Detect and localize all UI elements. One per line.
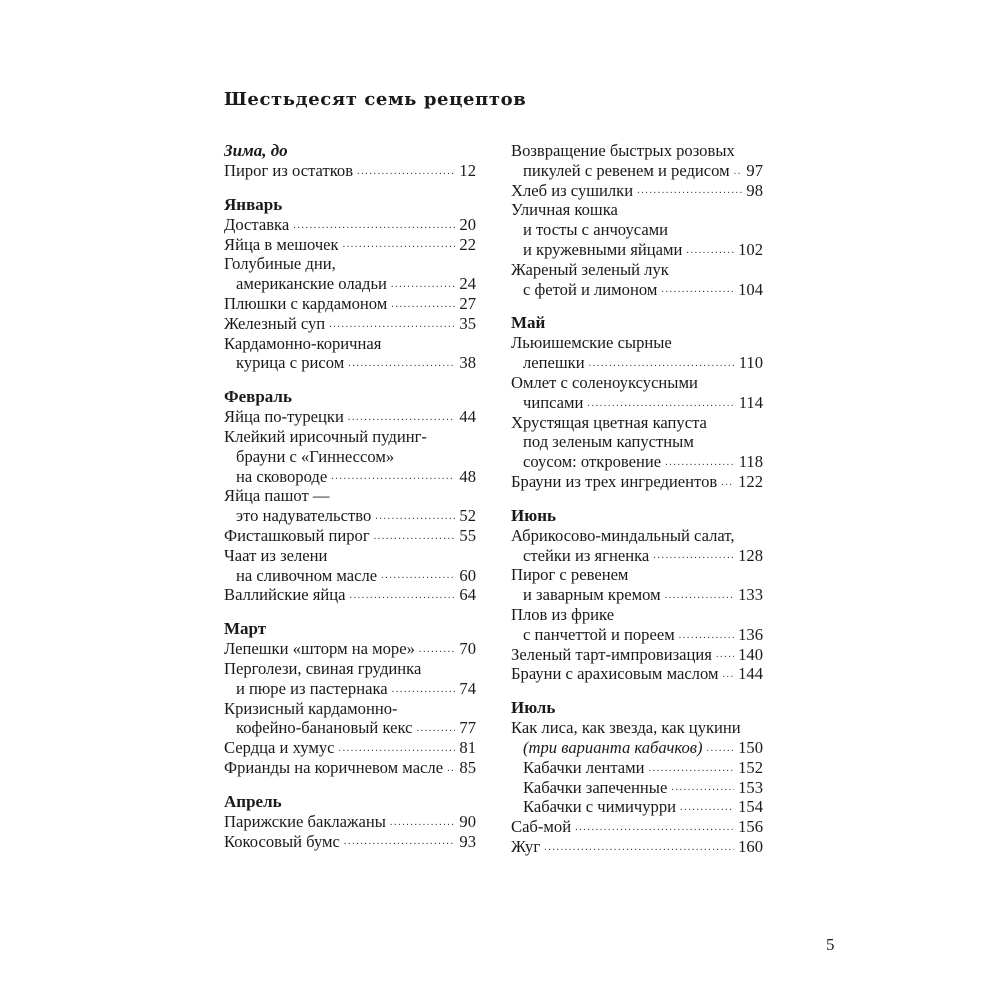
dot-leader (390, 813, 456, 832)
toc-section (511, 506, 763, 684)
toc-column-left (224, 141, 476, 865)
entry-title-line: Льюишемские сырные (511, 333, 672, 353)
toc-entry[interactable] (511, 797, 763, 817)
entry-title-line: Хрустящая цветная капуста (511, 412, 707, 432)
entry-title-line: Клейкий ирисочный пудинг- (224, 426, 427, 446)
entry-title-line: Хлеб из сушилки (511, 180, 634, 200)
toc-column-right (511, 141, 763, 871)
entry-title-line: Сердца и хумус (224, 738, 335, 758)
entry-title-line: Возвращение быстрых розовых (511, 141, 735, 160)
entry-title-line: Валлийские яйца (224, 585, 346, 605)
dot-leader (392, 680, 456, 699)
entry-title-line: пикулей с ревенем и редисом (523, 160, 730, 180)
toc-section (224, 141, 476, 181)
entry-title-line: стейки из ягненка (523, 545, 650, 565)
entry-title-line: Уличная кошка (511, 200, 618, 220)
entry-page-number: 77 (459, 718, 476, 738)
entry-page-number: 136 (738, 624, 763, 644)
entry-title-line: Чаат из зелени (224, 545, 328, 565)
dot-leader (665, 586, 734, 605)
entry-page-number: 128 (738, 545, 763, 565)
dot-leader (716, 645, 734, 664)
toc-entry[interactable] (224, 427, 476, 486)
entry-title-line: Жуг (511, 836, 541, 856)
entry-page-number: 118 (738, 452, 763, 472)
dot-leader (680, 798, 734, 817)
entry-title-line: брауни с «Гиннессом» (236, 446, 395, 466)
toc-entry[interactable] (511, 565, 763, 605)
entry-title-line: Кабачки с чимичурри (523, 797, 677, 817)
entry-title-line: Фисташковый пирог (224, 525, 370, 545)
entry-page-number: 133 (738, 585, 763, 605)
toc-entry[interactable] (511, 181, 763, 201)
page-title: Шестьдесят семь рецептов (224, 89, 527, 110)
dot-leader (391, 295, 455, 314)
toc-section (224, 195, 476, 373)
dot-leader (329, 315, 455, 334)
toc-entry[interactable] (224, 812, 476, 832)
toc-entry[interactable] (224, 254, 476, 294)
dot-leader (348, 408, 456, 427)
dot-leader (343, 235, 456, 254)
dot-leader (734, 162, 743, 181)
entry-title-line: соусом: откровение (523, 452, 662, 472)
entry-page-number: 24 (459, 274, 476, 294)
toc-entry[interactable] (511, 817, 763, 837)
entry-title-line: и пюре из пастернака (236, 678, 388, 698)
entry-title-line: и заварным кремом (523, 585, 661, 605)
entry-page-number: 104 (738, 279, 763, 299)
entry-page-number: 27 (459, 293, 476, 313)
entry-title-line: Жареный зеленый лук (511, 259, 669, 279)
entry-page-number: 93 (459, 831, 476, 851)
entry-page-number: 60 (459, 565, 476, 585)
toc-entry[interactable] (224, 639, 476, 659)
toc-entry[interactable] (511, 664, 763, 684)
toc-entry[interactable] (224, 699, 476, 739)
entry-title-line: Кардамонно-коричная (224, 333, 382, 353)
entry-title-line: на сковороде (236, 466, 328, 486)
section-heading: Апрель (224, 791, 282, 811)
entry-page-number: 20 (459, 214, 476, 234)
entry-page-number: 153 (738, 777, 763, 797)
toc-entry[interactable] (511, 526, 763, 566)
toc-entry[interactable] (224, 546, 476, 586)
toc-entry[interactable] (511, 200, 763, 259)
dot-leader (447, 759, 455, 778)
entry-title-line: Яйца по-турецки (224, 407, 344, 427)
entry-title-line: под зеленым капустным (523, 432, 694, 452)
dot-leader (391, 275, 456, 294)
entry-page-number: 22 (459, 234, 476, 254)
dot-leader (417, 719, 456, 738)
entry-page-number: 110 (738, 353, 763, 373)
entry-page-number: 98 (746, 180, 763, 200)
section-heading: Зима, до (224, 141, 288, 160)
entry-title-line: Кризисный кардамонно- (224, 698, 398, 718)
toc-entry[interactable] (511, 718, 763, 758)
toc-entry[interactable] (224, 294, 476, 314)
toc-entry[interactable] (511, 605, 763, 645)
entry-title-line: Пирог из остатков (224, 161, 354, 180)
entry-page-number: 38 (459, 353, 476, 373)
toc-entry[interactable] (511, 778, 763, 798)
dot-leader (679, 626, 734, 645)
section-heading: Июнь (511, 505, 556, 525)
toc-section (511, 313, 763, 491)
entry-title-line: Железный суп (224, 313, 326, 333)
toc-entry[interactable] (511, 141, 763, 181)
page-number: 5 (826, 935, 835, 954)
dot-leader (649, 759, 735, 778)
entry-title-line: это надувательство (236, 506, 372, 526)
entry-page-number: 55 (459, 525, 476, 545)
entry-title-line: американские оладьи (236, 274, 387, 294)
toc-entry[interactable] (224, 832, 476, 852)
section-heading: Март (224, 619, 267, 639)
entry-title-line: и тосты с анчоусами (523, 220, 669, 240)
toc-entry[interactable] (511, 373, 763, 413)
entry-title-line: Яйца пашот — (224, 486, 330, 506)
entry-page-number: 85 (459, 757, 476, 777)
entry-page-number: 140 (738, 644, 763, 664)
dot-leader (707, 739, 735, 758)
entry-page-number: 97 (746, 160, 763, 180)
toc-entry[interactable] (511, 758, 763, 778)
entry-title-line: Плов из фрике (511, 604, 615, 624)
dot-leader (575, 818, 734, 837)
entry-title-line: Брауни из трех ингредиентов (511, 471, 718, 491)
toc-entry[interactable] (511, 260, 763, 300)
dot-leader (544, 838, 734, 857)
entry-title-line: Парижские баклажаны (224, 811, 386, 831)
toc-entry[interactable] (224, 235, 476, 255)
entry-title-line: Голубиные дни, (224, 254, 336, 274)
entry-page-number: 70 (459, 639, 476, 659)
entry-page-number: 122 (738, 471, 763, 491)
entry-page-number: 44 (459, 407, 476, 427)
section-heading: Июль (511, 698, 556, 718)
toc-entry[interactable] (224, 407, 476, 427)
toc-section (511, 698, 763, 857)
entry-page-number: 74 (459, 678, 476, 698)
entry-title-line: Пирог с ревенем (511, 565, 629, 585)
entry-title-line: Плюшки с кардамоном (224, 293, 388, 313)
entry-title-line: (три варианта кабачков) (523, 737, 703, 757)
dot-leader (357, 162, 455, 181)
entry-title-line: Кокосовый бумс (224, 831, 340, 851)
dot-leader (419, 640, 456, 659)
entry-title-line: курица с рисом (236, 353, 345, 373)
toc-entry[interactable] (224, 526, 476, 546)
entry-title-line: Зеленый тарт-импровизация (511, 644, 712, 664)
dot-leader (331, 467, 455, 486)
entry-page-number: 156 (738, 817, 763, 837)
entry-title-line: Яйца в мешочек (224, 234, 339, 254)
toc-entry[interactable] (224, 161, 476, 181)
entry-page-number: 154 (738, 797, 763, 817)
entry-page-number: 150 (738, 737, 763, 757)
entry-title-line: Доставка (224, 214, 290, 234)
entry-title-line: чипсами (523, 392, 584, 412)
entry-title-line: Брауни с арахисовым маслом (511, 664, 719, 684)
toc-section (511, 141, 763, 299)
entry-title-line: кофейно-банановый кекс (236, 718, 413, 738)
entry-page-number: 90 (459, 811, 476, 831)
entry-title-line: Кабачки запеченные (523, 777, 668, 797)
dot-leader (722, 665, 734, 684)
entry-page-number: 48 (459, 466, 476, 486)
entry-title-line: Фрианды на коричневом масле (224, 757, 444, 777)
entry-title-line: Саб-мой (511, 817, 572, 837)
dot-leader (721, 473, 734, 492)
dot-leader (637, 181, 742, 200)
entry-title-line: и кружевными яйцами (523, 239, 683, 259)
entry-title-line: Лепешки «шторм на море» (224, 639, 415, 659)
toc-entry[interactable] (224, 738, 476, 758)
dot-leader (293, 216, 455, 235)
entry-title-line: на сливочном масле (236, 565, 378, 585)
entry-page-number: 114 (738, 392, 763, 412)
dot-leader (375, 507, 455, 526)
dot-leader (338, 739, 455, 758)
entry-page-number: 102 (738, 239, 763, 259)
section-heading: Январь (224, 194, 283, 214)
entry-title-line: Перголези, свиная грудинка (224, 658, 422, 678)
entry-title-line: Кабачки лентами (523, 757, 645, 777)
toc-entry[interactable] (224, 314, 476, 334)
toc-entry[interactable] (224, 215, 476, 235)
dot-leader (686, 241, 734, 260)
toc-section (224, 792, 476, 852)
entry-page-number: 64 (459, 585, 476, 605)
dot-leader (589, 354, 735, 373)
toc-entry[interactable] (511, 645, 763, 665)
entry-title-line: Как лиса, как звезда, как цукини (511, 718, 741, 738)
toc-entry[interactable] (224, 334, 476, 374)
entry-title-line: Омлет с соленоуксусными (511, 372, 698, 392)
toc-section (224, 387, 476, 605)
dot-leader (344, 832, 456, 851)
section-heading: Февраль (224, 387, 292, 407)
entry-page-number: 81 (459, 738, 476, 758)
entry-title-line: с панчеттой и пореем (523, 624, 675, 644)
entry-title-line: с фетой и лимоном (523, 279, 658, 299)
entry-page-number: 12 (459, 161, 476, 180)
dot-leader (374, 527, 456, 546)
toc-entry[interactable] (224, 486, 476, 526)
dot-leader (381, 566, 455, 585)
entry-page-number: 35 (459, 313, 476, 333)
toc-entry[interactable] (511, 472, 763, 492)
toc-entry[interactable] (511, 333, 763, 373)
entry-page-number: 152 (738, 757, 763, 777)
toc-entry[interactable] (224, 585, 476, 605)
dot-leader (587, 394, 734, 413)
toc-entry[interactable] (224, 659, 476, 699)
dot-leader (653, 546, 734, 565)
dot-leader (661, 280, 734, 299)
toc-entry[interactable] (511, 837, 763, 857)
dot-leader (665, 453, 735, 472)
toc-entry[interactable] (511, 413, 763, 472)
entry-title-line: лепешки (523, 353, 585, 373)
section-heading: Май (511, 313, 546, 333)
toc-section (224, 619, 476, 778)
entry-page-number: 52 (459, 506, 476, 526)
entry-page-number: 144 (738, 664, 763, 684)
dot-leader (671, 778, 734, 797)
dot-leader (349, 586, 455, 605)
entry-title-line: Абрикосово-миндальный салат, (511, 525, 735, 545)
dot-leader (348, 354, 455, 373)
entry-page-number: 160 (738, 836, 763, 856)
toc-entry[interactable] (224, 758, 476, 778)
